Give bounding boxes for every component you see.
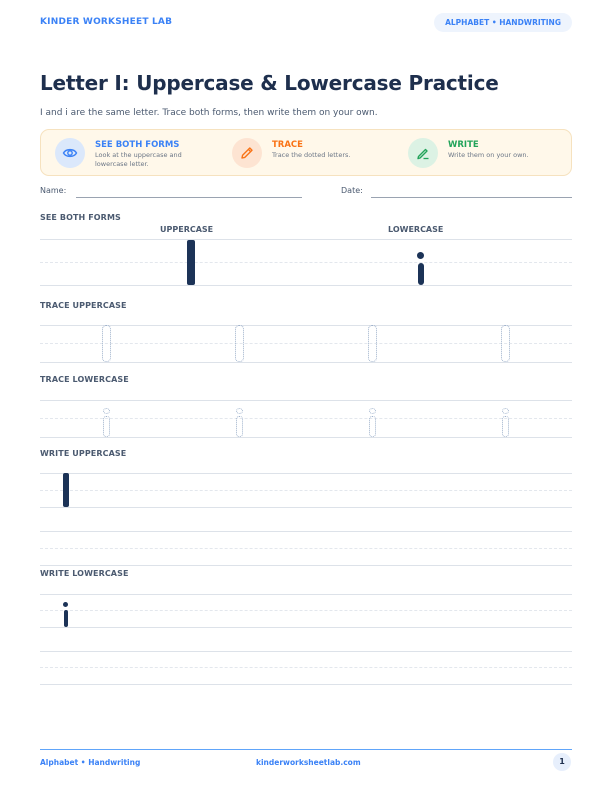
brand-name: KINDER WORKSHEET LAB [40, 17, 173, 27]
step-desc: Trace the dotted letters. [272, 151, 351, 159]
trace-lowercase-stem [502, 416, 509, 437]
guide-mid [40, 667, 572, 668]
guide-mid [40, 548, 572, 549]
step-write [408, 130, 568, 175]
example-lowercase-dot [63, 602, 68, 607]
trace-lowercase-stem [369, 416, 376, 437]
example-uppercase-letter [63, 473, 69, 507]
uppercase-label: UPPERCASE [160, 225, 214, 234]
guide-mid [40, 418, 572, 419]
page-number: 1 [553, 753, 571, 771]
guide-base [40, 684, 572, 685]
guide-base [40, 507, 572, 508]
section-label-see: SEE BOTH FORMS [40, 213, 121, 222]
step-see [55, 130, 225, 175]
guide-top [40, 651, 572, 652]
lowercase-letter-dot [417, 252, 424, 259]
footer-category: Alphabet • Handwriting [40, 758, 141, 767]
page-title: Letter I: Uppercase & Lowercase Practice [40, 71, 499, 95]
trace-lowercase-dot [369, 408, 376, 414]
category-badge: ALPHABET • HANDWRITING [434, 13, 572, 32]
lowercase-label: LOWERCASE [388, 225, 444, 234]
step-title: SEE BOTH FORMS [95, 140, 180, 150]
guide-base [40, 285, 572, 286]
guide-mid [40, 262, 572, 263]
uppercase-letter [187, 240, 195, 285]
guide-top [40, 531, 572, 532]
trace-uppercase-letter [235, 325, 244, 362]
trace-uppercase-letter [102, 325, 111, 362]
guide-base [40, 437, 572, 438]
name-line[interactable] [76, 197, 302, 198]
lowercase-letter-stem [418, 263, 424, 285]
step-title: TRACE [272, 140, 303, 150]
section-label-write-lower: WRITE LOWERCASE [40, 569, 129, 578]
guide-base [40, 362, 572, 363]
section-label-trace-upper: TRACE UPPERCASE [40, 301, 127, 310]
steps-banner [40, 129, 572, 176]
section-label-write-upper: WRITE UPPERCASE [40, 449, 127, 458]
date-label: Date: [341, 186, 363, 195]
guide-top [40, 239, 572, 240]
trace-uppercase-letter [501, 325, 510, 362]
eye-icon [55, 138, 85, 168]
trace-lowercase-dot [236, 408, 243, 414]
step-desc: Write them on your own. [448, 151, 529, 159]
pen-icon [408, 138, 438, 168]
name-label: Name: [40, 186, 67, 195]
example-lowercase-stem [64, 610, 68, 627]
date-line[interactable] [371, 197, 572, 198]
trace-lowercase-dot [103, 408, 110, 414]
pencil-icon [232, 138, 262, 168]
writing-area-lowercase[interactable] [80, 594, 572, 627]
footer-website: kinderworksheetlab.com [256, 758, 361, 767]
guide-top [40, 325, 572, 326]
section-label-trace-lower: TRACE LOWERCASE [40, 375, 129, 384]
trace-uppercase-letter [368, 325, 377, 362]
step-title: WRITE [448, 140, 479, 150]
guide-mid [40, 343, 572, 344]
writing-area-uppercase[interactable] [80, 473, 572, 507]
step-trace [232, 130, 392, 175]
step-desc: Look at the uppercase and lowercase letter. [95, 151, 182, 168]
trace-lowercase-stem [103, 416, 110, 437]
guide-top [40, 400, 572, 401]
trace-lowercase-stem [236, 416, 243, 437]
page-subtitle: I and i are the same letter. Trace both forms, then write them on your own. [40, 108, 378, 118]
footer-divider [40, 749, 572, 750]
trace-lowercase-dot [502, 408, 509, 414]
guide-base [40, 565, 572, 566]
guide-base [40, 627, 572, 628]
